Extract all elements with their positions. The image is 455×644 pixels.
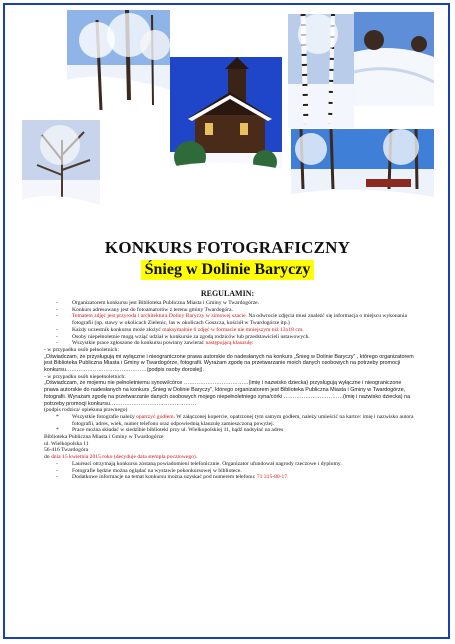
- rule-text: Fotografie będzie można oglądać na wystawie pokonkursowej w bibliotece.: [72, 467, 242, 474]
- rule-item: [66, 327, 416, 334]
- rule-text: Prace można składać w siedzibie biblioteki przy ul. Wielkopolskiej 11, bądź nadsyłać na adres: [72, 427, 284, 434]
- rule-text: Osoby niepełnoletnie mogą wziąć udział w konkursie za zgodą rodziców lub przedstawicieli ustawowych.: [72, 333, 310, 340]
- rule-highlight: następującą klauzulę:: [205, 340, 254, 347]
- rule-text: Dodatkowe informacje na temat konkursu można uzyskać pod numerem telefonu:: [72, 474, 257, 481]
- rule-item: [66, 300, 416, 307]
- rule-text: . W załączonej kopercie, opatrzonej tym samym godłem, należy umieścić na kartce: imię i nazwisko autora fotografii, adres, wiek, numer telefonu oraz odpowiednią klauzulę zamieszczoną powyżej.: [72, 413, 414, 427]
- poster-title: KONKURS FOTOGRAFICZNY: [104, 238, 351, 257]
- deadline-date: dnia 15 kwietnia 2015 roku: [51, 454, 113, 461]
- address-line: Biblioteka Publiczna Miasta i Gminy w Twardogórze: [44, 434, 164, 441]
- photo-bridge-winter: [291, 129, 434, 205]
- minor-signature: (podpis rodzica/ opiekuna prawnego): [44, 407, 128, 414]
- photo-winter-field: [354, 12, 434, 106]
- rule-text: Konkurs adresowany jest do fotoamatorów z terenu gminy Twardogóra.: [72, 306, 233, 313]
- adult-heading: - w przypadku osób pełnoletnich:: [44, 346, 119, 353]
- rule-highlight: opatrzyć godłem: [136, 413, 174, 420]
- rules-body: [44, 300, 416, 481]
- subtitle-wrap: [0, 260, 455, 280]
- deadline-prefix: do: [44, 454, 51, 461]
- rules-list-2: [44, 414, 416, 434]
- photo-snowy-branches-left: [22, 120, 100, 217]
- rules-list-3: [44, 461, 416, 481]
- rule-item: [66, 313, 416, 326]
- rule-item: [66, 334, 416, 341]
- minor-heading: - w przypadku osób niepełnoletnich:: [44, 373, 126, 380]
- poster-subtitle: Śnieg w Dolinie Baryczy: [141, 260, 315, 280]
- deadline: [44, 454, 416, 461]
- adult-clause: „Oświadczam, że przysługują mi wyłączne i nieograniczone prawa autorskie do nadesłanych na konkurs „Śnieg w Dolinie Baryczy” , którego organizatorem jest Biblioteka Publiczna Miasta i Gminy w Twardogórze, fotografii. Wyrażam zgodę na przetwarzanie moich danych osobowych na potrzeby promocji konkursu………………………………………(podpis osoby dorosłej).: [44, 353, 414, 374]
- rule-item: [66, 427, 416, 434]
- rule-text: Laureaci otrzymają konkursu zostaną powiadomieni telefonicznie. Organizator ufundował nagrody rzeczowe i dyplomy.: [72, 460, 342, 467]
- photo-snowy-trees-top-left: [67, 10, 170, 120]
- photo-birch-trees-top-right: [288, 14, 354, 128]
- rule-highlight: maksymalnie 6 zdjęć w formacie nie mniejszym niż 13x18 cm.: [162, 326, 304, 333]
- rules-list-1: [44, 300, 416, 347]
- minor-clause: „Oświadczam, że mojemu nie pełnoletniemu synowi/córce ………………………………(imię i nazwisko dziecka) przysługują wyłączne i nieograniczone prawa autorskie do nadesłanych na konkurs „Śnieg w Dolinie Baryczy”, którego organizatorem jest Biblioteka Publiczna Miasta i Gminy w Twardogórze, fotografii. Wyrażam zgodę na przetwarzanie danych osobowych mojego niepełnoletniego syna/córki ……………………………(imię i nazwisko dziecka) na potrzeby promocji konkursu…………………………………………: [44, 380, 411, 407]
- rule-item: [66, 474, 416, 481]
- rule-item: [66, 340, 416, 347]
- rule-text: Wszystkie fotografie należy: [72, 413, 137, 420]
- address-line: 56-416 Twardogóra: [44, 447, 89, 454]
- rule-text: Organizatorem konkursu jest Biblioteka Publiczna Miasta i Gminy w Twardogórze.: [72, 300, 260, 306]
- photo-wooden-church: [170, 57, 282, 194]
- rule-text: Wszystkie prace zgłoszone do konkursu powinny zawierać: [72, 340, 206, 347]
- rule-text: Każdy uczestnik konkursu może złożyć: [72, 326, 163, 333]
- deadline-note: (decyduje data stempla pocztowego).: [112, 454, 198, 461]
- rule-highlight: Tematem zdjęć jest przyroda i architektura Doliny Baryczy w zimowej szacie.: [72, 313, 247, 320]
- rule-item: [66, 461, 416, 468]
- rule-highlight: 71 315-80-17.: [256, 474, 289, 481]
- rule-item: [66, 414, 416, 427]
- regulamin-heading: REGULAMIN:: [200, 289, 255, 298]
- rule-text: Na odwrocie zdjęcia musi znaleźć się informacja o miejscu wykonania fotografii (np. stawy w okolicach Zielenic, las w okolicach Goszcza, kościół w Twardogórze itp.): [72, 313, 407, 327]
- address-line: ul. Wielkopolska 11: [44, 440, 89, 447]
